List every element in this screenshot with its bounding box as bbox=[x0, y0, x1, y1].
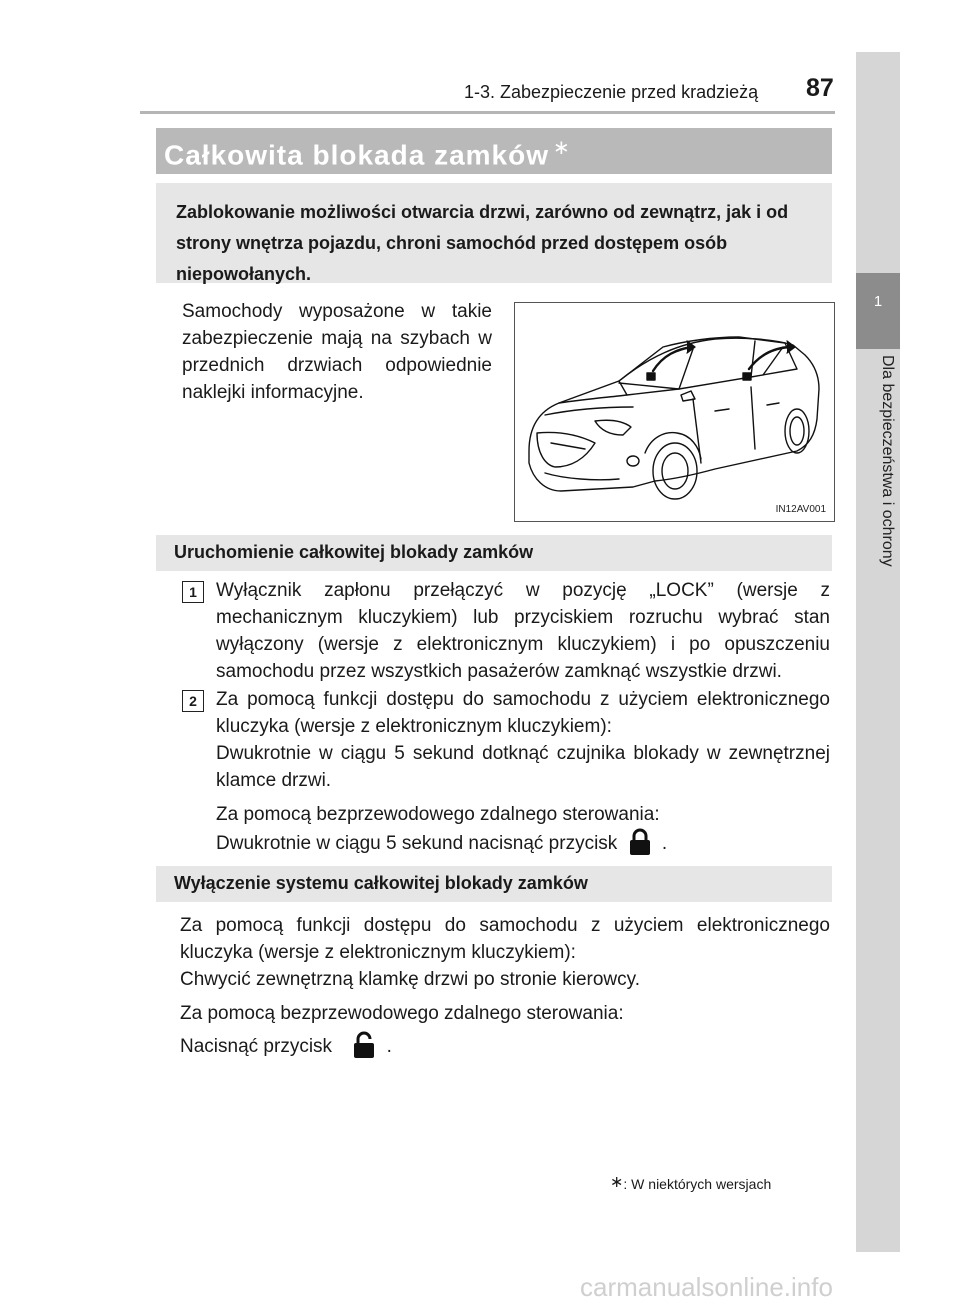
deactivation-remote-end: . bbox=[386, 1036, 392, 1057]
step-2-remote-line bbox=[216, 828, 830, 857]
deactivation-remote-text: Nacisnąć przycisk bbox=[180, 1036, 333, 1057]
section-title-text: Całkowita blokada zamków bbox=[164, 139, 549, 171]
header-rule bbox=[140, 111, 835, 114]
deactivation-remote-line bbox=[180, 1031, 830, 1060]
step-number-1: 1 bbox=[182, 581, 204, 603]
deactivation-remote-heading: Za pomocą bezprzewodowego zdalnego sterowania: bbox=[180, 1003, 624, 1024]
running-header: 1-3. Zabezpieczenie przed kradzieżą bbox=[464, 82, 759, 102]
section-title bbox=[164, 135, 571, 171]
watermark: carmanualsonline.info bbox=[580, 1272, 833, 1302]
step-2-remote-end: . bbox=[661, 833, 668, 854]
step-2-remote-heading: Za pomocą bezprzewodowego zdalnego sterowania: bbox=[216, 804, 660, 825]
intro-text: Zablokowanie możliwości otwarcia drzwi, zarówno od zewnątrz, jak i od strony wnętrza pojazdu, chroni samochód przed dostępem osób niepowołanych. bbox=[176, 202, 789, 284]
lock-closed-icon bbox=[627, 828, 653, 856]
car-illustration bbox=[514, 302, 835, 522]
car-drawing bbox=[515, 303, 834, 521]
step-2-text: Za pomocą funkcji dostępu do samochodu z użyciem elektronicznego kluczyka (wersje z elektronicznym kluczykiem): bbox=[216, 689, 830, 737]
footnote-text: : W niektórych wersjach bbox=[623, 1176, 772, 1192]
sticker-paragraph: Samochody wyposażone w takie zabezpieczenie mają na szybach w przednich drzwiach odpowiednie naklejki informacyjne. bbox=[182, 301, 492, 403]
asterisk-mark: ∗ bbox=[553, 137, 571, 159]
deactivation-smart-heading: Za pomocą funkcji dostępu do samochodu z użyciem elektronicznego kluczyka (wersje z elektronicznym kluczykiem): bbox=[180, 915, 830, 963]
footnote bbox=[610, 1172, 771, 1192]
step-2-remote-text: Dwukrotnie w ciągu 5 sekund nacisnąć przycisk bbox=[216, 833, 618, 854]
chapter-label: Dla bezpieczeństwa i ochrony bbox=[879, 355, 896, 567]
step-2-detail: Dwukrotnie w ciągu 5 sekund dotknąć czujnika blokady w zewnętrznej klamce drzwi. bbox=[216, 743, 830, 791]
footnote-symbol: ∗ bbox=[610, 1174, 624, 1191]
step-number-2: 2 bbox=[182, 690, 204, 712]
step-1-text: Wyłącznik zapłonu przełączyć w pozycję „LOCK” (wersje z mechanicznym kluczykiem) lub przyciskiem rozruchu wybrać stan wyłączony (wersje z elektronicznym kluczykiem) i po opuszczeniu samochodu przez wszystkich pasażerów zamknąć wszystkie drzwi. bbox=[216, 580, 830, 682]
deactivation-smart-text: Chwycić zewnętrzną klamkę drzwi po stronie kierowcy. bbox=[180, 969, 641, 990]
lock-open-icon bbox=[351, 1031, 377, 1059]
page-number: 87 bbox=[806, 74, 834, 102]
deactivation-heading: Wyłączenie systemu całkowitej blokady zamków bbox=[174, 873, 588, 893]
chapter-tab-strip bbox=[856, 52, 900, 1252]
chapter-tab-active bbox=[856, 273, 900, 349]
chapter-number: 1 bbox=[873, 293, 883, 310]
figure-code: IN12AV001 bbox=[775, 504, 826, 515]
activation-heading: Uruchomienie całkowitej blokady zamków bbox=[174, 542, 534, 562]
